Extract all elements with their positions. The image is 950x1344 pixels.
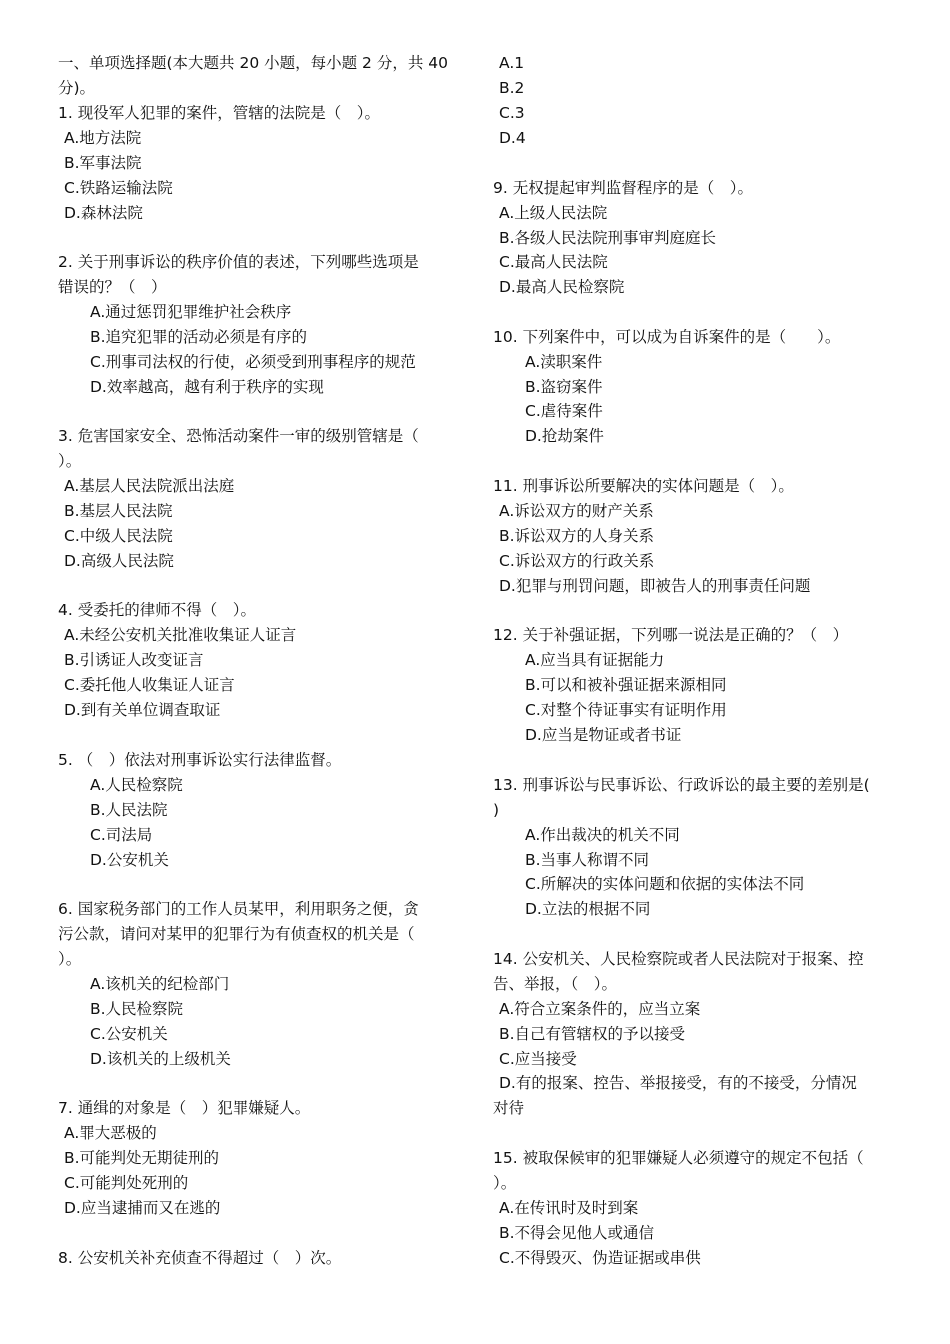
question-text: 污公款，请问对某甲的犯罪行为有侦查权的机关是（: [58, 925, 415, 943]
answer-option: D.应当是物证或者书证: [525, 726, 682, 744]
answer-option: A.未经公安机关批准收集证人证言: [64, 626, 297, 644]
answer-option: C.所解决的实体问题和依据的实体法不同: [525, 875, 805, 893]
answer-option: B.可能判处无期徒刑的: [64, 1149, 220, 1167]
question-text: 9. 无权提起审判监督程序的是（ ）。: [493, 179, 753, 197]
question-text: 分)。: [58, 79, 96, 97]
answer-option: C.铁路运输法院: [64, 179, 173, 197]
answer-option: D.抢劫案件: [525, 427, 604, 445]
answer-option: C.司法局: [90, 826, 153, 844]
question-text: 14. 公安机关、人民检察院或者人民法院对于报案、控: [493, 950, 864, 968]
answer-option: C.不得毁灭、伪造证据或串供: [499, 1249, 701, 1267]
question-text: 对待: [493, 1099, 525, 1117]
question-text: ）。: [493, 1174, 517, 1192]
answer-option: C.最高人民法院: [499, 253, 608, 271]
answer-option: B.可以和被补强证据来源相同: [525, 676, 727, 694]
question-text: ): [493, 801, 500, 819]
question-text: 15. 被取保候审的犯罪嫌疑人必须遵守的规定不包括（: [493, 1149, 864, 1167]
answer-option: D.应当逮捕而又在逃的: [64, 1199, 221, 1217]
answer-option: B.诉讼双方的人身关系: [499, 527, 655, 545]
question-text: 8. 公安机关补充侦查不得超过（ ）次。: [58, 1249, 342, 1267]
answer-option: B.人民检察院: [90, 1000, 184, 1018]
question-text: 2. 关于刑事诉讼的秩序价值的表述，下列哪些选项是: [58, 253, 419, 271]
answer-option: C.可能判处死刑的: [64, 1174, 189, 1192]
answer-option: A.通过惩罚犯罪维护社会秩序: [90, 303, 292, 321]
answer-option: D.有的报案、控告、举报接受，有的不接受，分情况: [499, 1074, 857, 1092]
question-text: ）。: [58, 950, 82, 968]
question-text: 1. 现役军人犯罪的案件，管辖的法院是（ ）。: [58, 104, 380, 122]
answer-option: A.应当具有证据能力: [525, 651, 665, 669]
answer-option: B.当事人称谓不同: [525, 851, 650, 869]
question-text: 3. 危害国家安全、恐怖活动案件一审的级别管辖是（: [58, 427, 419, 445]
question-text: 11. 刑事诉讼所要解决的实体问题是（ ）。: [493, 477, 794, 495]
answer-option: D.4: [499, 129, 526, 147]
question-text: 12. 关于补强证据，下列哪一说法是正确的？（ ）: [493, 626, 849, 644]
answer-option: A.作出裁决的机关不同: [525, 826, 680, 844]
answer-option: C.刑事司法权的行使，必须受到刑事程序的规范: [90, 353, 416, 371]
answer-option: A.渎职案件: [525, 353, 603, 371]
answer-option: B.人民法院: [90, 801, 168, 819]
answer-option: C.虐待案件: [525, 402, 603, 420]
question-text: 13. 刑事诉讼与民事诉讼、行政诉讼的最主要的差别是(: [493, 776, 870, 794]
answer-option: B.追究犯罪的活动必须是有序的: [90, 328, 308, 346]
answer-option: D.到有关单位调查取证: [64, 701, 221, 719]
answer-option: C.中级人民法院: [64, 527, 173, 545]
answer-option: A.1: [499, 54, 525, 72]
answer-option: C.3: [499, 104, 525, 122]
answer-option: C.应当接受: [499, 1050, 577, 1068]
answer-option: A.人民检察院: [90, 776, 183, 794]
answer-option: B.盗窃案件: [525, 378, 603, 396]
answer-option: B.自己有管辖权的予以接受: [499, 1025, 686, 1043]
answer-option: D.该机关的上级机关: [90, 1050, 231, 1068]
answer-option: D.公安机关: [90, 851, 169, 869]
answer-option: B.军事法院: [64, 154, 142, 172]
answer-option: D.高级人民法院: [64, 552, 174, 570]
question-text: ）。: [58, 452, 82, 470]
answer-option: C.诉讼双方的行政关系: [499, 552, 655, 570]
answer-option: D.犯罪与刑罚问题，即被告人的刑事责任问题: [499, 577, 811, 595]
answer-option: D.森林法院: [64, 204, 143, 222]
answer-option: B.基层人民法院: [64, 502, 173, 520]
answer-option: A.该机关的纪检部门: [90, 975, 230, 993]
answer-option: A.在传讯时及时到案: [499, 1199, 639, 1217]
question-text: 10. 下列案件中，可以成为自诉案件的是（ ）。: [493, 328, 841, 346]
answer-option: A.地方法院: [64, 129, 142, 147]
question-text: 5. （ ）依法对刑事诉讼实行法律监督。: [58, 751, 342, 769]
answer-option: B.各级人民法院刑事审判庭庭长: [499, 229, 717, 247]
answer-option: D.最高人民检察院: [499, 278, 625, 296]
answer-option: B.引诱证人改变证言: [64, 651, 204, 669]
answer-option: A.罪大恶极的: [64, 1124, 157, 1142]
question-text: 7. 通缉的对象是（ ）犯罪嫌疑人。: [58, 1099, 311, 1117]
answer-option: A.上级人民法院: [499, 204, 608, 222]
question-text: 6. 国家税务部门的工作人员某甲，利用职务之便，贪: [58, 900, 419, 918]
answer-option: A.符合立案条件的，应当立案: [499, 1000, 701, 1018]
answer-option: C.对整个待证事实有证明作用: [525, 701, 727, 719]
answer-option: D.立法的根据不同: [525, 900, 651, 918]
answer-option: A.诉讼双方的财产关系: [499, 502, 654, 520]
question-text: 告、举报，（ ）。: [493, 975, 618, 993]
answer-option: D.效率越高，越有利于秩序的实现: [90, 378, 324, 396]
answer-option: B.2: [499, 79, 525, 97]
answer-option: C.委托他人收集证人证言: [64, 676, 235, 694]
answer-option: B.不得会见他人或通信: [499, 1224, 655, 1242]
question-text: 一、单项选择题(本大题共 20 小题，每小题 2 分，共 40: [58, 54, 448, 72]
answer-option: C.公安机关: [90, 1025, 168, 1043]
question-text: 4. 受委托的律师不得（ ）。: [58, 601, 256, 619]
question-text: 错误的？（ ）: [58, 278, 167, 296]
answer-option: A.基层人民法院派出法庭: [64, 477, 235, 495]
